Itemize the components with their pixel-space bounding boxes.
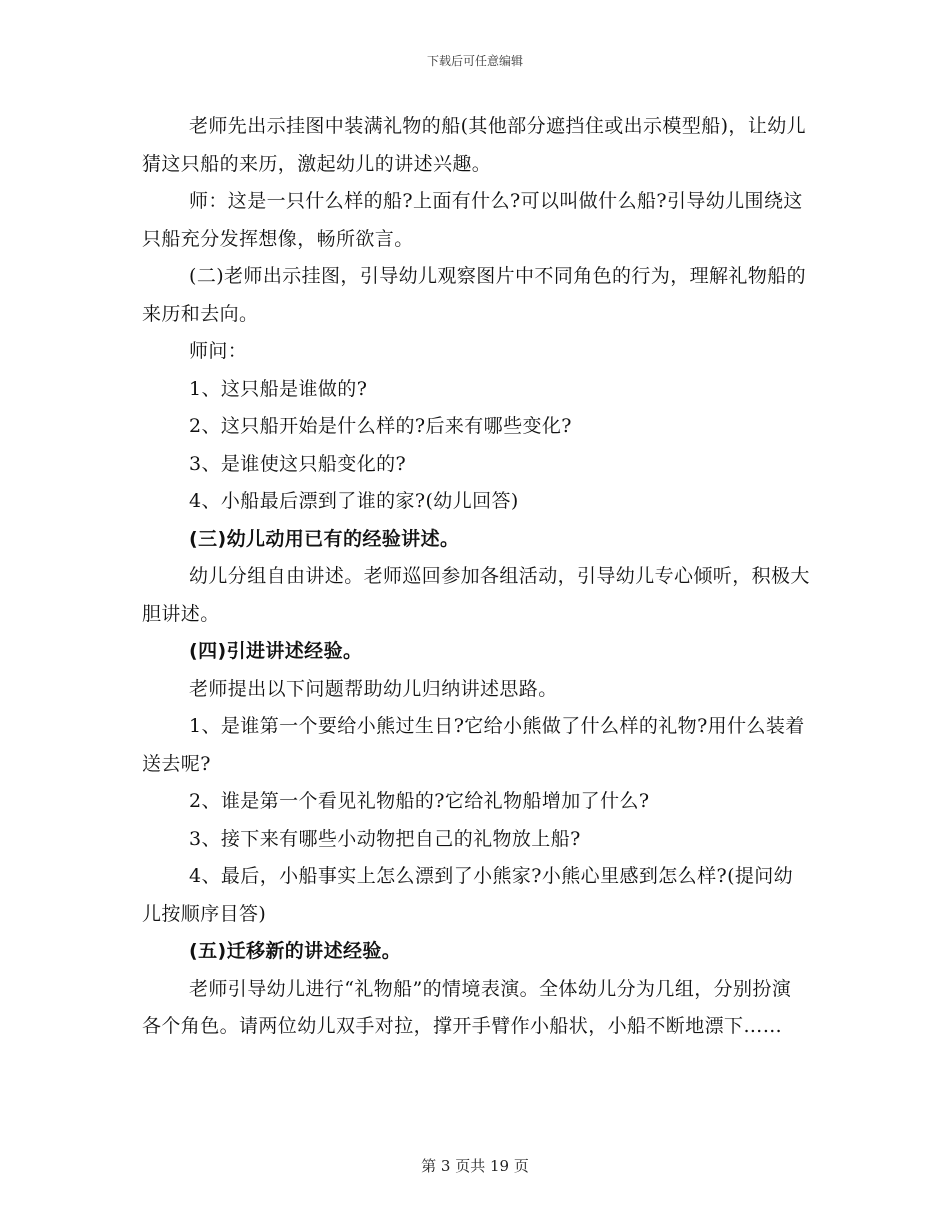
section-heading: (五)迁移新的讲述经验。 [189, 940, 402, 962]
paragraph: 4、最后，小船事实上怎么漂到了小熊家?小熊心里感到怎么样?(提问幼儿按顺序目答) [142, 865, 794, 925]
section-heading: (四)引进讲述经验。 [189, 640, 363, 662]
paragraph: 1、是谁第一个要给小熊过生日?它给小熊做了什么样的礼物?用什么装着送去呢? [142, 715, 805, 775]
paragraph: 师问： [189, 340, 248, 362]
paragraph: 老师先出示挂图中装满礼物的船(其他部分遮挡住或出示模型船)，让幼儿猜这只船的来历，激起幼儿的讲述兴趣。 [142, 115, 807, 175]
paragraph: (二)老师出示挂图，引导幼儿观察图片中不同角色的行为，理解礼物船的来历和去向。 [142, 265, 807, 325]
paragraph: 2、谁是第一个看见礼物船的?它给礼物船增加了什么? [189, 790, 650, 812]
paragraph: 幼儿分组自由讲述。老师巡回参加各组活动，引导幼儿专心倾听，积极大胆讲述。 [142, 565, 810, 625]
paragraph: 老师引导幼儿进行“礼物船”的情境表演。全体幼儿分为几组，分别扮演各个角色。请两位幼儿双手对拉，撑开手臂作小船状，小船不断地漂下…… [142, 977, 792, 1037]
paragraph: 老师提出以下问题帮助幼儿归纳讲述思路。 [189, 677, 558, 700]
paragraph: 2、这只船开始是什么样的?后来有哪些变化? [189, 415, 572, 437]
page-footer: 第 3 页共 19 页 [421, 1157, 529, 1175]
paragraph: 3、是谁使这只船变化的? [189, 452, 407, 475]
page-header: 下载后可任意编辑 [426, 54, 523, 68]
document-body [142, 108, 810, 1046]
paragraph: 3、接下来有哪些小动物把自己的礼物放上船? [189, 827, 581, 850]
paragraph: 1、这只船是谁做的? [189, 377, 368, 400]
section-heading: (三)幼儿动用已有的经验讲述。 [189, 527, 460, 550]
paragraph: 师：这是一只什么样的船?上面有什么?可以叫做什么船?引导幼儿围绕这只船充分发挥想像，畅所欲言。 [142, 190, 803, 250]
paragraph: 4、小船最后漂到了谁的家?(幼儿回答) [189, 490, 519, 512]
